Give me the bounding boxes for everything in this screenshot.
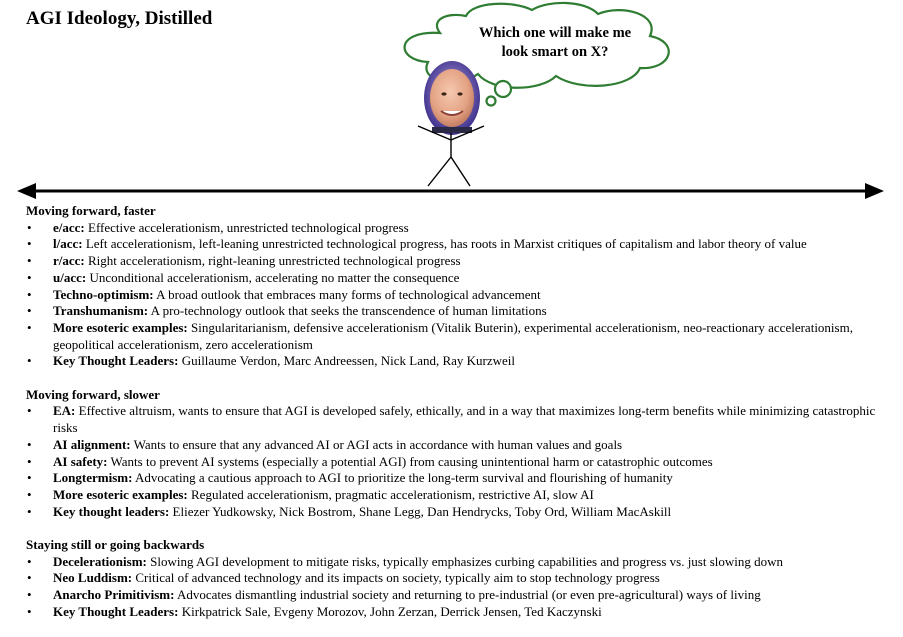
section-staying-still-or-going-backwards bbox=[26, 537, 886, 621]
illustration bbox=[0, 0, 903, 200]
item-term: e/acc: bbox=[53, 219, 85, 235]
list-item bbox=[26, 270, 886, 287]
section-heading: Moving forward, faster bbox=[26, 203, 156, 218]
bullet-list bbox=[26, 220, 886, 370]
list-item bbox=[26, 236, 886, 253]
item-term: EA: bbox=[53, 403, 76, 419]
item-description: A broad outlook that embraces many forms of technological advancement bbox=[153, 286, 541, 302]
page-title: AGI Ideology, Distilled bbox=[26, 8, 213, 29]
item-description: Unconditional accelerationism, accelerating no matter the consequence bbox=[86, 269, 460, 285]
list-item bbox=[26, 554, 886, 571]
item-term: AI alignment: bbox=[53, 436, 131, 452]
list-item bbox=[26, 287, 886, 304]
item-description: Advocating a cautious approach to AGI to prioritize the long-term survival and flourishing of humanity bbox=[132, 470, 673, 486]
item-term: r/acc: bbox=[53, 253, 85, 269]
item-term: u/acc: bbox=[53, 269, 87, 285]
stick-figure bbox=[418, 126, 484, 186]
avatar-right-eye bbox=[457, 92, 462, 95]
item-description: Guillaume Verdon, Marc Andreessen, Nick Land, Ray Kurzweil bbox=[178, 353, 516, 369]
item-description: Wants to ensure that any advanced AI or AGI acts in accordance with human values and goals bbox=[130, 436, 623, 452]
item-description: Right accelerationism, right-leaning unrestricted technological progress bbox=[84, 253, 461, 269]
item-term: Decelerationism: bbox=[53, 553, 147, 569]
section-moving-forward-slower bbox=[26, 387, 886, 521]
list-item bbox=[26, 320, 886, 353]
list-item bbox=[26, 604, 886, 621]
item-description: Advocates dismantling industrial society and returning to pre-industrial (or even pre-agricultural) ways of living bbox=[174, 587, 761, 603]
list-item bbox=[26, 504, 886, 521]
item-term: Key Thought Leaders: bbox=[53, 603, 179, 619]
item-description: Regulated accelerationism, pragmatic accelerationism, restrictive AI, slow AI bbox=[187, 486, 594, 502]
list-item bbox=[26, 353, 886, 370]
item-term: More esoteric examples: bbox=[53, 319, 188, 335]
list-item bbox=[26, 253, 886, 270]
thought-line-1: Which one will make me bbox=[478, 25, 632, 41]
item-description: Slowing AGI development to mitigate risks, typically emphasizes curbing capabilities and progress vs. just slowing down bbox=[146, 553, 784, 569]
ideology-sections bbox=[26, 203, 886, 637]
item-description: Effective accelerationism, unrestricted technological progress bbox=[84, 219, 409, 235]
list-item bbox=[26, 454, 886, 471]
avatar bbox=[424, 61, 480, 135]
thought-dot-small bbox=[487, 97, 496, 106]
item-description: Critical of advanced technology and its impacts on society, typically aim to stop technology progress bbox=[132, 570, 660, 586]
arrow-right-head bbox=[865, 183, 884, 199]
item-term: l/acc: bbox=[53, 236, 83, 252]
progress-axis-arrow bbox=[17, 183, 884, 199]
item-description: A pro-technology outlook that seeks the transcendence of human limitations bbox=[148, 303, 547, 319]
list-item bbox=[26, 470, 886, 487]
list-item bbox=[26, 303, 886, 320]
item-term: Anarcho Primitivism: bbox=[53, 587, 175, 603]
item-term: Key thought leaders: bbox=[53, 503, 170, 519]
item-description: Left accelerationism, left-leaning unrestricted technological progress, has roots in Marxist critiques of capitalism and labor theory of value bbox=[82, 236, 807, 252]
avatar-face bbox=[430, 69, 474, 127]
item-description: Effective altruism, wants to ensure that AGI is developed safely, ethically, and in a way that maximizes long-term benefits while minimizing catastrophic risks bbox=[53, 403, 876, 436]
arrow-left-head bbox=[17, 183, 36, 199]
item-term: Transhumanism: bbox=[53, 303, 149, 319]
avatar-left-eye bbox=[441, 92, 446, 95]
item-term: Techno-optimism: bbox=[53, 286, 154, 302]
item-description: Kirkpatrick Sale, Evgeny Morozov, John Zerzan, Derrick Jensen, Ted Kaczynski bbox=[178, 603, 602, 619]
item-term: AI safety: bbox=[53, 453, 108, 469]
thought-line-2: look smart on X? bbox=[501, 44, 609, 60]
list-item bbox=[26, 570, 886, 587]
section-heading: Moving forward, slower bbox=[26, 386, 160, 402]
item-term: Key Thought Leaders: bbox=[53, 353, 179, 369]
item-description: Eliezer Yudkowsky, Nick Bostrom, Shane Legg, Dan Hendrycks, Toby Ord, William MacAskill bbox=[169, 503, 672, 519]
item-term: Neo Luddism: bbox=[53, 570, 133, 586]
list-item bbox=[26, 403, 886, 436]
section-moving-forward-faster bbox=[26, 203, 886, 370]
list-item bbox=[26, 487, 886, 504]
thought-dot-large bbox=[495, 81, 511, 97]
list-item bbox=[26, 220, 886, 237]
avatar-shirt bbox=[432, 127, 472, 133]
bullet-list bbox=[26, 403, 886, 520]
item-description: Wants to prevent AI systems (especially a potential AGI) from causing unintentional harm or catastrophic outcomes bbox=[107, 453, 713, 469]
item-term: More esoteric examples: bbox=[53, 486, 188, 502]
section-heading: Staying still or going backwards bbox=[26, 537, 205, 553]
thought-bubble-text bbox=[455, 24, 655, 62]
item-description: Singularitarianism, defensive accelerationism (Vitalik Buterin), experimental accelerationism, neo-reactionary accelerationism, geopolitical accelerationism, zero accelerationism bbox=[53, 319, 853, 352]
item-term: Longtermism: bbox=[53, 470, 133, 486]
bullet-list bbox=[26, 554, 886, 621]
list-item bbox=[26, 437, 886, 454]
list-item bbox=[26, 587, 886, 604]
